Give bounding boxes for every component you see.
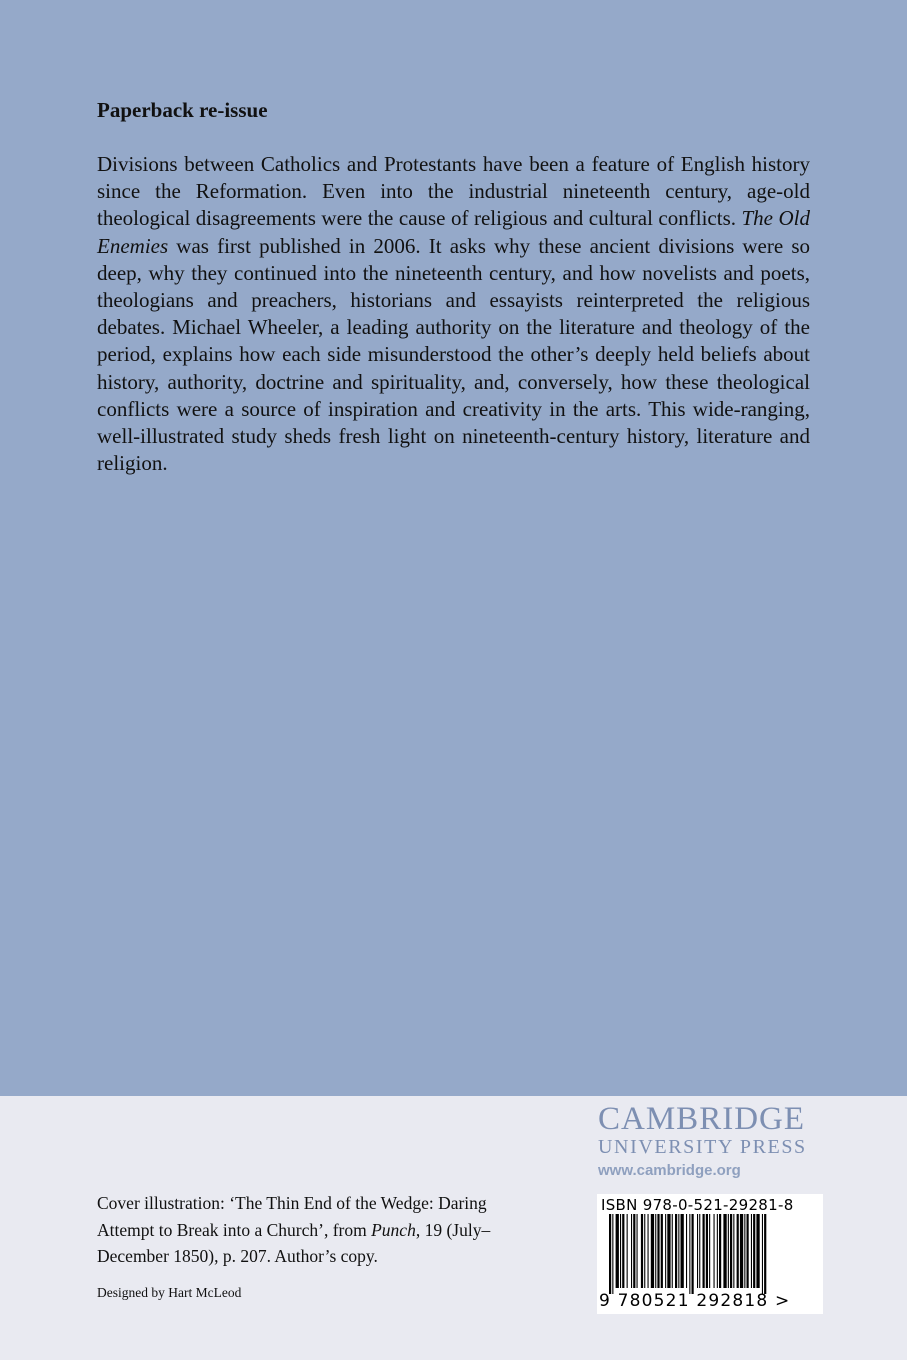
barcode-bar bbox=[612, 1214, 613, 1294]
barcode-bar bbox=[675, 1214, 677, 1288]
barcode-bar bbox=[686, 1214, 687, 1288]
barcode-bar bbox=[681, 1214, 684, 1288]
barcode-bar bbox=[651, 1214, 654, 1288]
credit-source: Punch bbox=[371, 1219, 416, 1240]
barcode-bar bbox=[733, 1214, 734, 1288]
barcode-bar bbox=[744, 1214, 745, 1288]
barcode-bar bbox=[751, 1214, 752, 1288]
barcode-bar bbox=[706, 1214, 708, 1288]
barcode-bar bbox=[672, 1214, 673, 1288]
barcode-bar bbox=[631, 1214, 632, 1288]
barcode-bar bbox=[714, 1214, 715, 1288]
barcode-bar bbox=[622, 1214, 624, 1288]
barcode-bar bbox=[699, 1214, 700, 1288]
barcode-bar bbox=[661, 1214, 663, 1288]
isbn-label: ISBN 978-0-521-29281-8 bbox=[601, 1196, 794, 1214]
barcode-bar bbox=[719, 1214, 721, 1288]
credit-text-start: Cover illustration: ‘The Thin End of the Wedge: Daring Attempt to Break into a Church’, from bbox=[97, 1193, 487, 1240]
reissue-heading: Paperback re-issue bbox=[97, 98, 268, 122]
barcode-bar bbox=[753, 1214, 755, 1288]
barcode-bar bbox=[692, 1214, 694, 1294]
cover-illustration-credit bbox=[97, 1190, 537, 1270]
barcode-bar bbox=[703, 1214, 705, 1288]
barcode-bar bbox=[616, 1214, 619, 1288]
barcode-bar bbox=[730, 1214, 732, 1288]
barcode-bar bbox=[728, 1214, 729, 1288]
barcode-bar bbox=[665, 1214, 666, 1288]
barcode-bar bbox=[717, 1214, 718, 1288]
isbn-barcode bbox=[597, 1194, 823, 1314]
barcode-bar bbox=[762, 1214, 763, 1294]
barcode-bar bbox=[697, 1214, 698, 1288]
barcode-bar bbox=[641, 1214, 643, 1288]
barcode-bar bbox=[620, 1214, 621, 1288]
barcode-bar bbox=[709, 1214, 710, 1288]
barcode-bar bbox=[678, 1214, 679, 1288]
barcode-bar bbox=[667, 1214, 670, 1288]
barcode-bar bbox=[637, 1214, 638, 1288]
credit-text-end: , 19 (July–December 1850), p. 207. Author’s copy. bbox=[97, 1219, 491, 1266]
barcode-bar bbox=[648, 1214, 649, 1288]
barcode-bar bbox=[747, 1214, 749, 1288]
book-title: The Old Enemies bbox=[97, 206, 810, 258]
barcode-bar bbox=[627, 1214, 628, 1288]
book-description bbox=[97, 151, 810, 477]
barcode-bar bbox=[723, 1214, 726, 1288]
barcode-bar bbox=[756, 1214, 759, 1288]
publisher-subname: UNIVERSITY PRESS bbox=[598, 1136, 807, 1158]
blurb-text-end: was first published in 2006. It asks why these ancient divisions were so deep, why they continued into the nineteenth century, and how novelists and poets, theologians and preachers, historians and essayists reinterpreted the religious debates. Michael Wheeler, a leading authority on the literature and theology of the period, explains how each side misunderstood the other’s deeply held beliefs about history, authority, doctrine and spirituality, and, conversely, how these theological conflicts were a source of inspiration and creativity in the arts. This wide-ranging, well-illustrated study sheds fresh light on nineteenth-century history, literature and religion. bbox=[97, 233, 810, 476]
publisher-url: www.cambridge.org bbox=[598, 1162, 741, 1179]
barcode-digits: 9 780521 292818 > bbox=[599, 1291, 791, 1311]
barcode-bar bbox=[689, 1214, 690, 1294]
barcode-bar bbox=[740, 1214, 743, 1288]
barcode-bar bbox=[657, 1214, 659, 1288]
barcode-bar bbox=[633, 1214, 635, 1288]
publisher-name: CAMBRIDGE bbox=[598, 1101, 806, 1137]
barcode-bar bbox=[609, 1214, 611, 1294]
barcode-bar bbox=[655, 1214, 656, 1288]
publisher-logo bbox=[598, 1102, 828, 1179]
barcode-bar bbox=[644, 1214, 645, 1288]
barcode-bar bbox=[737, 1214, 739, 1288]
blurb-text-start: Divisions between Catholics and Protestants have been a feature of English history since the Reformation. Even into the industrial nineteenth century, age-old theological disagreements were the cause of religious and cultural conflicts. bbox=[97, 152, 810, 231]
designer-credit: Designed by Hart McLeod bbox=[97, 1285, 242, 1300]
barcode-bar bbox=[764, 1214, 766, 1294]
